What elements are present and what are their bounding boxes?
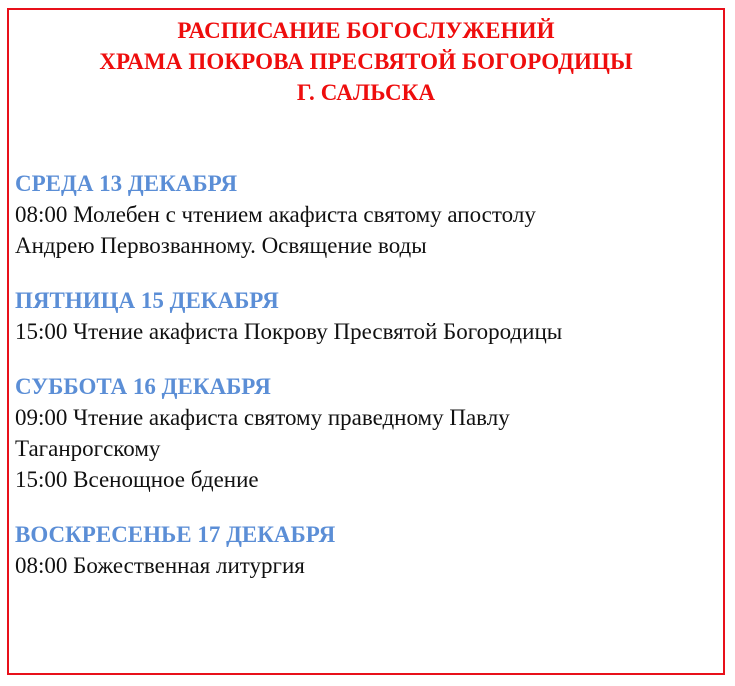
schedule-list <box>15 168 717 605</box>
day-block-saturday <box>15 371 717 495</box>
title-line-2: ХРАМА ПОКРОВА ПРЕСВЯТОЙ БОГОРОДИЦЫ <box>99 49 633 74</box>
title-line-1: РАСПИСАНИЕ БОГОСЛУЖЕНИЙ <box>177 18 555 43</box>
schedule-frame <box>7 8 725 675</box>
title-line-3: Г. САЛЬСКА <box>296 80 436 105</box>
day-block-friday <box>15 285 717 347</box>
day-heading: СУББОТА 16 ДЕКАБРЯ <box>15 374 271 399</box>
day-block-wednesday <box>15 168 717 261</box>
service-line: 15:00 Всенощное бдение <box>15 467 259 492</box>
service-line: 09:00 Чтение акафиста святому праведному Павлу <box>15 405 510 430</box>
page-title <box>9 15 723 108</box>
day-heading: ВОСКРЕСЕНЬЕ 17 ДЕКАБРЯ <box>15 522 336 547</box>
day-block-sunday <box>15 519 717 581</box>
day-heading: СРЕДА 13 ДЕКАБРЯ <box>15 171 238 196</box>
service-line: 08:00 Молебен с чтением акафиста святому апостолу <box>15 202 536 227</box>
day-heading: ПЯТНИЦА 15 ДЕКАБРЯ <box>15 288 279 313</box>
service-line: 08:00 Божественная литургия <box>15 553 305 578</box>
service-line: Андрею Первозванному. Освящение воды <box>15 233 427 258</box>
service-line: 15:00 Чтение акафиста Покрову Пресвятой Богородицы <box>15 319 563 344</box>
service-line: Таганрогскому <box>15 436 161 461</box>
